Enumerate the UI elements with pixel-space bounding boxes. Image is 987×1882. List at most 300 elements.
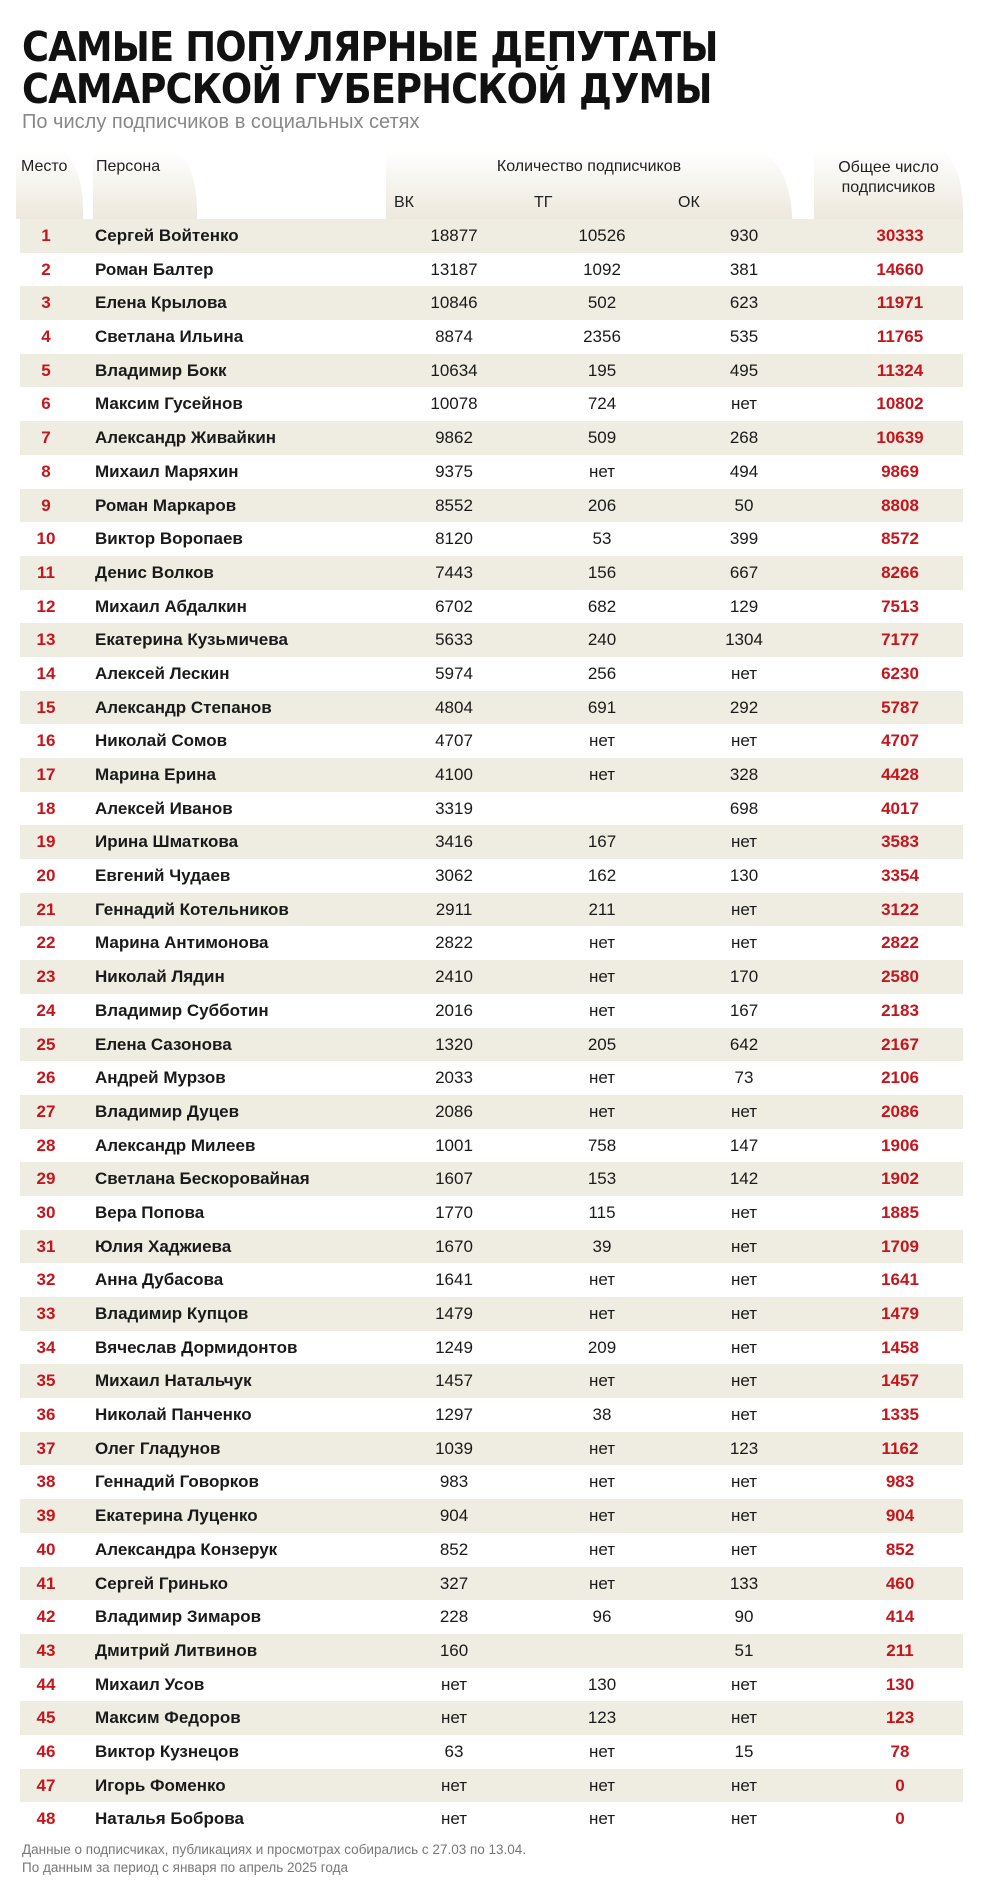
rank-cell: 22 xyxy=(36,933,56,953)
total-cell: 7513 xyxy=(881,596,919,616)
tg-cell: 162 xyxy=(587,866,617,886)
name-cell: Анна Дубасова xyxy=(95,1270,224,1290)
rank-cell: 6 xyxy=(41,394,51,414)
header-person: Персона xyxy=(96,158,161,175)
table-row xyxy=(20,556,963,590)
footer-note-2: По данным за период с января по апрель 2025 года xyxy=(22,1860,348,1875)
tg-cell: 115 xyxy=(588,1202,616,1222)
vk-cell: 13187 xyxy=(430,259,478,279)
total-cell: 4428 xyxy=(881,765,919,784)
vk-cell: 1249 xyxy=(435,1337,473,1357)
rank-cell: 16 xyxy=(36,731,56,751)
tg-cell: нет xyxy=(588,1809,616,1829)
tg-cell: 96 xyxy=(592,1607,612,1627)
total-cell: 0 xyxy=(895,1775,905,1795)
ok-cell: нет xyxy=(730,1101,758,1121)
rank-cell: 8 xyxy=(41,461,51,481)
vk-cell: 983 xyxy=(439,1472,469,1492)
ok-cell: 73 xyxy=(734,1068,754,1088)
vk-cell: 9375 xyxy=(435,461,473,481)
tg-cell: 167 xyxy=(587,832,617,852)
total-cell: 1457 xyxy=(881,1371,919,1391)
vk-cell: 1320 xyxy=(435,1034,473,1054)
table-row xyxy=(20,320,963,354)
ok-cell: 930 xyxy=(729,226,759,245)
vk-cell: 10078 xyxy=(430,394,478,414)
total-cell: 852 xyxy=(885,1539,915,1559)
name-cell: Вячеслав Дормидонтов xyxy=(95,1337,298,1357)
tg-cell: 156 xyxy=(587,562,617,582)
table-row xyxy=(20,1499,963,1533)
table-row xyxy=(20,219,963,253)
rank-cell: 37 xyxy=(36,1438,56,1458)
tg-cell: нет xyxy=(588,1741,616,1761)
tg-cell: нет xyxy=(588,933,616,953)
name-cell: Виктор Кузнецов xyxy=(95,1741,239,1761)
ok-cell: 642 xyxy=(729,1034,759,1054)
vk-cell: 63 xyxy=(444,1741,464,1761)
table-row xyxy=(20,825,963,859)
header-subscribers: Количество подписчиков xyxy=(496,158,682,175)
ok-cell: 130 xyxy=(729,866,759,886)
name-cell: Олег Гладунов xyxy=(95,1438,221,1458)
vk-cell: нет xyxy=(440,1708,468,1728)
vk-cell: 10846 xyxy=(430,293,478,313)
ok-cell: 129 xyxy=(729,596,759,616)
vk-cell: 1039 xyxy=(435,1438,473,1458)
vk-cell: 852 xyxy=(439,1539,469,1559)
ok-cell: 1304 xyxy=(725,630,763,650)
vk-cell: 2911 xyxy=(435,899,473,919)
total-cell: 904 xyxy=(885,1506,915,1526)
tg-cell: нет xyxy=(588,1371,616,1391)
rank-cell: 27 xyxy=(36,1101,56,1121)
name-cell: Екатерина Кузьмичева xyxy=(95,630,288,650)
name-cell: Игорь Фоменко xyxy=(95,1775,226,1795)
name-cell: Роман Балтер xyxy=(95,259,214,279)
ok-cell: нет xyxy=(730,1775,758,1795)
total-cell: 0 xyxy=(895,1809,905,1829)
rank-cell: 47 xyxy=(36,1775,56,1795)
ok-cell: нет xyxy=(730,1506,758,1526)
table-row xyxy=(20,1735,963,1769)
total-cell: 2167 xyxy=(881,1034,919,1054)
footer-note-1: Данные о подписчиках, публикациях и просмотрах собирались с 27.03 по 13.04. xyxy=(22,1842,527,1857)
vk-cell: 1670 xyxy=(435,1236,473,1256)
total-cell: 1902 xyxy=(881,1169,919,1189)
total-cell: 6230 xyxy=(881,663,919,683)
tg-cell: нет xyxy=(588,1270,616,1290)
rank-cell: 31 xyxy=(36,1236,56,1256)
tg-cell: 502 xyxy=(587,293,617,313)
table-row xyxy=(20,1398,963,1432)
table-row xyxy=(20,792,963,826)
rank-cell: 20 xyxy=(36,866,56,886)
name-cell: Николай Лядин xyxy=(95,967,225,987)
total-cell: 1479 xyxy=(881,1304,919,1323)
table-row xyxy=(20,421,963,455)
header-place: Место xyxy=(21,158,68,175)
ok-cell: нет xyxy=(730,1304,758,1323)
tg-cell: нет xyxy=(588,731,616,751)
header-ok: ОК xyxy=(678,194,700,211)
total-cell: 1458 xyxy=(881,1337,919,1357)
rank-cell: 1 xyxy=(41,226,51,245)
name-cell: Вера Попова xyxy=(95,1202,205,1222)
tg-cell: 256 xyxy=(587,663,617,683)
table-header xyxy=(16,150,963,219)
ok-cell: нет xyxy=(730,1202,758,1222)
table-row xyxy=(20,489,963,523)
ok-cell: нет xyxy=(730,1539,758,1559)
vk-cell: 8120 xyxy=(435,529,473,549)
tg-cell: нет xyxy=(588,1472,616,1492)
rank-cell: 46 xyxy=(36,1741,56,1761)
title-line-1: САМЫЕ ПОПУЛЯРНЫЕ ДЕПУТАТЫ xyxy=(22,23,718,71)
name-cell: Денис Волков xyxy=(95,562,214,582)
name-cell: Владимир Дуцев xyxy=(95,1101,240,1121)
vk-cell: 904 xyxy=(439,1506,469,1526)
tg-cell: 240 xyxy=(587,630,617,650)
total-cell: 2580 xyxy=(881,967,919,987)
table-row xyxy=(20,1263,963,1297)
ok-cell: нет xyxy=(730,1674,758,1694)
total-cell: 30333 xyxy=(876,226,924,245)
ok-cell: 15 xyxy=(734,1741,754,1761)
ok-cell: нет xyxy=(730,899,758,919)
rank-cell: 25 xyxy=(36,1034,56,1054)
tg-cell: 509 xyxy=(587,428,617,448)
name-cell: Михаил Усов xyxy=(95,1674,205,1694)
rank-cell: 39 xyxy=(36,1506,56,1526)
tg-cell: 2356 xyxy=(583,327,621,347)
rank-cell: 10 xyxy=(36,529,56,549)
table-row xyxy=(20,1567,963,1601)
rank-cell: 23 xyxy=(36,967,56,987)
tg-cell: нет xyxy=(588,1101,616,1121)
table-row xyxy=(20,522,963,556)
tg-cell: 1092 xyxy=(583,259,621,279)
vk-cell: 3062 xyxy=(435,866,473,886)
name-cell: Максим Гусейнов xyxy=(95,394,243,414)
name-cell: Юлия Хаджиева xyxy=(95,1236,232,1256)
rank-cell: 41 xyxy=(36,1573,56,1593)
total-cell: 2183 xyxy=(881,1000,919,1020)
vk-cell: 327 xyxy=(439,1573,469,1593)
ok-cell: 535 xyxy=(729,327,759,347)
tg-cell: 123 xyxy=(587,1708,617,1728)
ok-cell: нет xyxy=(730,1270,758,1290)
ok-cell: 167 xyxy=(729,1000,759,1020)
total-cell: 3354 xyxy=(881,866,919,886)
total-cell: 414 xyxy=(885,1607,915,1627)
rank-cell: 38 xyxy=(36,1472,56,1492)
vk-cell: 8874 xyxy=(435,327,473,347)
table-row xyxy=(20,758,963,792)
table-row xyxy=(20,1061,963,1095)
tg-cell: 38 xyxy=(592,1405,612,1425)
rank-cell: 15 xyxy=(36,697,56,717)
table-row xyxy=(20,926,963,960)
tg-cell: 682 xyxy=(587,596,617,616)
total-cell: 10639 xyxy=(876,428,924,448)
name-cell: Екатерина Луценко xyxy=(95,1506,258,1526)
total-cell: 2822 xyxy=(881,933,919,953)
table-row xyxy=(20,1230,963,1264)
table-row xyxy=(20,724,963,758)
total-cell: 11971 xyxy=(876,293,924,313)
tg-cell: 195 xyxy=(587,360,617,380)
total-cell: 4707 xyxy=(881,731,919,751)
rank-cell: 13 xyxy=(36,630,56,650)
ok-cell: 623 xyxy=(729,293,759,313)
table-row xyxy=(20,1196,963,1230)
name-cell: Марина Антимонова xyxy=(95,933,269,953)
vk-cell: 7443 xyxy=(435,562,473,582)
vk-cell: 1001 xyxy=(435,1135,473,1155)
rank-cell: 32 xyxy=(36,1270,56,1290)
ok-cell: 495 xyxy=(729,360,759,380)
ok-cell: 90 xyxy=(734,1607,754,1627)
ok-cell: нет xyxy=(730,1708,758,1728)
vk-cell: 4707 xyxy=(435,731,473,751)
vk-cell: 2016 xyxy=(435,1000,473,1020)
ok-cell: нет xyxy=(730,1371,758,1391)
title-line-2: САМАРСКОЙ ГУБЕРНСКОЙ ДУМЫ xyxy=(22,65,712,113)
name-cell: Владимир Купцов xyxy=(95,1304,249,1323)
tg-cell: нет xyxy=(588,1068,616,1088)
table-row xyxy=(20,691,963,725)
ok-cell: 142 xyxy=(729,1169,759,1189)
rank-cell: 11 xyxy=(37,562,55,582)
ok-cell: нет xyxy=(730,394,758,414)
table-row xyxy=(20,1634,963,1668)
ok-cell: 494 xyxy=(729,461,759,481)
name-cell: Николай Панченко xyxy=(95,1405,252,1425)
tg-cell: нет xyxy=(588,461,616,481)
rank-cell: 2 xyxy=(41,259,51,279)
ok-cell: нет xyxy=(730,1809,758,1829)
name-cell: Роман Маркаров xyxy=(95,495,237,515)
total-cell: 78 xyxy=(890,1741,910,1761)
ok-cell: нет xyxy=(730,832,758,852)
vk-cell: 1457 xyxy=(435,1371,473,1391)
total-cell: 123 xyxy=(885,1708,915,1728)
vk-cell: 3319 xyxy=(435,798,473,818)
table-row xyxy=(20,1364,963,1398)
name-cell: Андрей Мурзов xyxy=(95,1068,226,1088)
vk-cell: нет xyxy=(440,1674,468,1694)
rank-cell: 44 xyxy=(36,1674,56,1694)
total-cell: 1162 xyxy=(881,1438,919,1458)
name-cell: Виктор Воропаев xyxy=(95,529,243,549)
total-cell: 8808 xyxy=(881,495,919,515)
total-cell: 11765 xyxy=(876,327,924,347)
table-row xyxy=(20,1162,963,1196)
vk-cell: 18877 xyxy=(430,226,478,245)
total-cell: 8572 xyxy=(881,529,919,549)
tg-cell: нет xyxy=(588,1438,616,1458)
table-row xyxy=(20,623,963,657)
tg-cell: нет xyxy=(588,1775,616,1795)
ok-cell: 698 xyxy=(729,798,759,818)
name-cell: Владимир Зимаров xyxy=(95,1607,262,1627)
vk-cell: 4100 xyxy=(435,765,473,784)
rank-cell: 4 xyxy=(41,327,51,347)
rank-cell: 17 xyxy=(36,765,56,784)
rank-cell: 30 xyxy=(36,1202,56,1222)
name-cell: Сергей Войтенко xyxy=(95,226,239,245)
tg-cell: нет xyxy=(588,967,616,987)
name-cell: Владимир Субботин xyxy=(95,1000,269,1020)
vk-cell: 1641 xyxy=(435,1270,473,1290)
rank-cell: 5 xyxy=(41,360,51,380)
name-cell: Елена Сазонова xyxy=(95,1034,232,1054)
name-cell: Марина Ерина xyxy=(95,765,217,784)
rank-cell: 14 xyxy=(36,663,56,683)
total-cell: 10802 xyxy=(876,394,924,414)
vk-cell: 10634 xyxy=(430,360,478,380)
rank-cell: 42 xyxy=(36,1607,56,1627)
name-cell: Александра Конзерук xyxy=(95,1539,278,1559)
vk-cell: 5974 xyxy=(435,663,473,683)
table-row xyxy=(20,1465,963,1499)
total-cell: 3583 xyxy=(881,832,919,852)
tg-cell: нет xyxy=(588,1000,616,1020)
table-row xyxy=(20,960,963,994)
table-row xyxy=(20,859,963,893)
name-cell: Сергей Гринько xyxy=(95,1573,229,1593)
tg-cell: нет xyxy=(588,1573,616,1593)
ok-cell: 147 xyxy=(729,1135,759,1155)
vk-cell: 160 xyxy=(439,1640,469,1660)
tg-cell: 691 xyxy=(587,697,617,717)
total-cell: 4017 xyxy=(881,798,919,818)
tg-cell: 206 xyxy=(587,495,617,515)
rank-cell: 18 xyxy=(36,798,56,818)
table-row xyxy=(20,1533,963,1567)
name-cell: Елена Крылова xyxy=(95,293,227,313)
table-row xyxy=(20,354,963,388)
vk-cell: 2822 xyxy=(435,933,473,953)
name-cell: Николай Сомов xyxy=(95,731,228,751)
total-cell: 1641 xyxy=(881,1270,919,1290)
table-row xyxy=(20,1600,963,1634)
vk-cell: нет xyxy=(440,1809,468,1829)
total-cell: 460 xyxy=(885,1573,915,1593)
ok-cell: нет xyxy=(730,1236,758,1256)
vk-cell: нет xyxy=(440,1775,468,1795)
tg-cell: 205 xyxy=(587,1034,617,1054)
name-cell: Александр Живайкин xyxy=(95,428,277,448)
table-row xyxy=(20,1432,963,1466)
ok-cell: 170 xyxy=(729,967,759,987)
ok-cell: 51 xyxy=(734,1640,754,1660)
table-body xyxy=(20,219,963,1836)
vk-cell: 6702 xyxy=(435,596,473,616)
table-row xyxy=(20,1701,963,1735)
total-cell: 11324 xyxy=(876,360,924,380)
table-row xyxy=(20,253,963,287)
name-cell: Геннадий Котельников xyxy=(95,899,289,919)
ok-cell: 399 xyxy=(729,529,759,549)
tg-cell: 130 xyxy=(587,1674,617,1694)
vk-cell: 2033 xyxy=(435,1068,473,1088)
name-cell: Евгений Чудаев xyxy=(95,866,231,886)
total-cell: 1335 xyxy=(881,1405,919,1425)
rank-cell: 3 xyxy=(41,293,51,313)
rank-cell: 24 xyxy=(36,1000,56,1020)
table-row xyxy=(20,1331,963,1365)
rank-cell: 34 xyxy=(36,1337,56,1357)
rank-cell: 26 xyxy=(36,1068,56,1088)
name-cell: Михаил Маряхин xyxy=(95,461,239,481)
rank-cell: 7 xyxy=(41,428,51,448)
rank-cell: 19 xyxy=(36,832,56,852)
header-total: Общее число подписчиков xyxy=(838,159,939,196)
name-cell: Владимир Бокк xyxy=(95,360,227,380)
table-row xyxy=(20,1769,963,1803)
total-cell: 7177 xyxy=(881,630,919,650)
name-cell: Наталья Боброва xyxy=(95,1809,244,1829)
table-row xyxy=(20,893,963,927)
total-cell: 130 xyxy=(885,1674,915,1694)
tg-cell: 53 xyxy=(592,529,612,549)
tg-cell: 758 xyxy=(587,1135,617,1155)
name-cell: Светлана Бескоровайная xyxy=(95,1169,310,1189)
name-cell: Александр Степанов xyxy=(95,697,272,717)
vk-cell: 9862 xyxy=(435,428,473,448)
ok-cell: 268 xyxy=(729,428,759,448)
vk-cell: 228 xyxy=(439,1607,469,1627)
table-row xyxy=(20,1297,963,1331)
rank-cell: 40 xyxy=(36,1539,56,1559)
table-row xyxy=(20,1802,963,1836)
table-row xyxy=(20,590,963,624)
ok-cell: 667 xyxy=(729,562,759,582)
name-cell: Максим Федоров xyxy=(95,1708,241,1728)
total-cell: 2106 xyxy=(881,1068,919,1088)
vk-cell: 2410 xyxy=(435,967,473,987)
rank-cell: 33 xyxy=(36,1304,56,1323)
name-cell: Дмитрий Литвинов xyxy=(95,1640,258,1660)
name-cell: Светлана Ильина xyxy=(95,327,244,347)
name-cell: Геннадий Говорков xyxy=(95,1472,259,1492)
table-row xyxy=(20,455,963,489)
ok-cell: 292 xyxy=(729,697,759,717)
rank-cell: 48 xyxy=(36,1809,56,1829)
rank-cell: 35 xyxy=(36,1371,56,1391)
ok-cell: нет xyxy=(730,663,758,683)
tg-cell: 39 xyxy=(592,1236,612,1256)
table-row xyxy=(20,657,963,691)
name-cell: Ирина Шматкова xyxy=(95,832,239,852)
total-cell: 1709 xyxy=(881,1236,919,1256)
tg-cell: 724 xyxy=(587,394,617,414)
vk-cell: 1479 xyxy=(435,1304,473,1323)
ok-cell: 328 xyxy=(729,765,759,784)
ok-cell: 50 xyxy=(734,495,754,515)
ok-cell: нет xyxy=(730,1337,758,1357)
vk-cell: 1770 xyxy=(435,1202,473,1222)
ok-cell: 123 xyxy=(729,1438,759,1458)
total-cell: 1906 xyxy=(881,1135,919,1155)
tg-cell: нет xyxy=(588,1304,616,1323)
rank-cell: 29 xyxy=(36,1169,56,1189)
name-cell: Алексей Лескин xyxy=(95,663,230,683)
ok-cell: 381 xyxy=(729,259,759,279)
vk-cell: 1607 xyxy=(435,1169,473,1189)
